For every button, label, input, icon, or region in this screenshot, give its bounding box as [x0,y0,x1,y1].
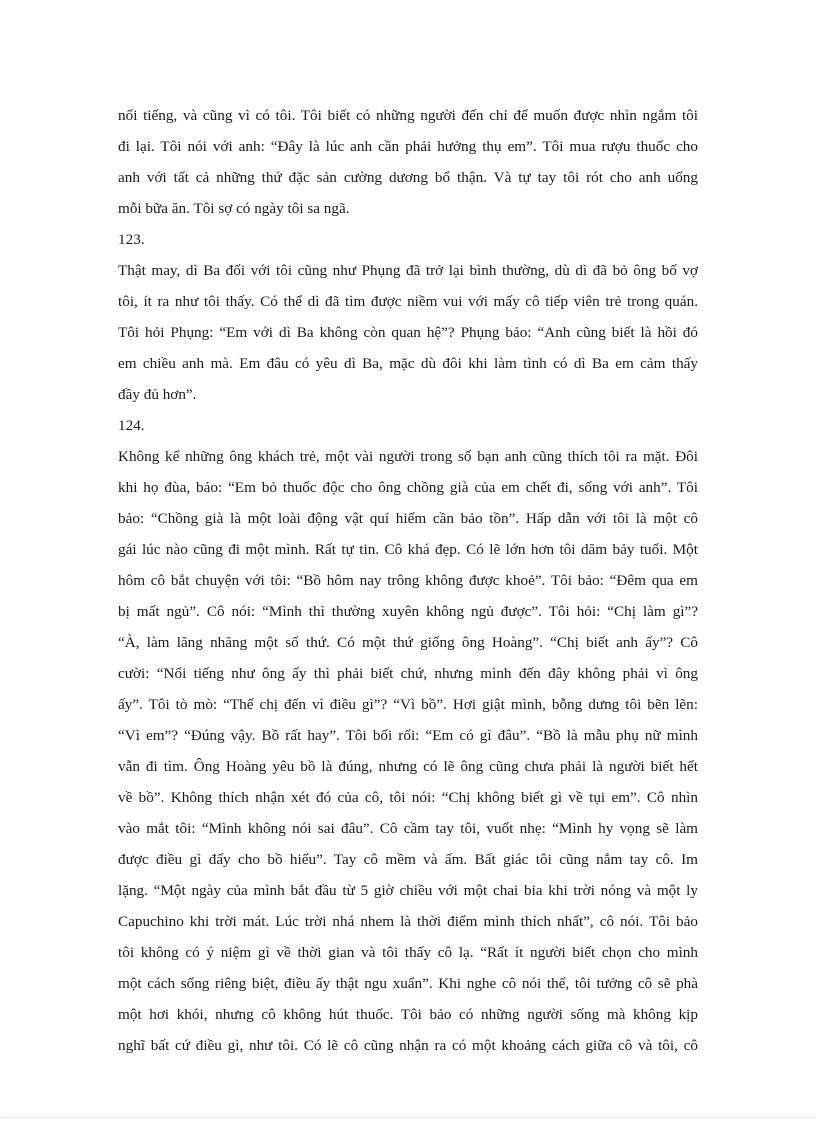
text-line: tôi, ít ra như tôi thấy. Có thể dì đã tìm được niềm vui với mấy cô tiếp viên trẻ trong quán. [118,293,698,310]
text-line: em chiều anh mà. Em đâu có yêu dì Ba, mặc dù đôi khi làm tình có dì Ba em cảm thấy [118,355,698,372]
text-line: hôm cô bắt chuyện với tôi: “Bồ hôm nay trông không được khoẻ”. Tôi bảo: “Đêm qua em [118,572,698,589]
text-line: lặng. “Một ngày của mình bắt đầu từ 5 giờ chiều với một chai bia khi trời nóng và một ly [118,882,698,899]
text-line: “À, làm lăng nhăng một số thứ. Có một thứ giống ông Hoàng”. “Chị biết anh ấy”? Cô [118,634,698,651]
text-line: nổi tiếng, và cũng vì có tôi. Tôi biết có những người đến chỉ để muốn được nhìn ngắm tôi [118,107,698,124]
text-line: vào mắt tôi: “Mình không nói sai đâu”. Cô cầm tay tôi, vuốt nhẹ: “Mình hy vọng sẽ làm [118,820,698,837]
text-line: gái lúc nào cũng đi một mình. Rất tự tin. Cô khá đẹp. Có lẽ lớn hơn tôi dăm bảy tuổi. Một [118,541,698,558]
text-line: mỗi bữa ăn. Tôi sợ có ngày tôi sa ngã. [118,200,350,217]
text-line: “Vì em”? “Đúng vậy. Bồ rất hay”. Tôi bối rối: “Em có gì đâu”. “Bồ là mẫu phụ nữ mình [118,727,698,744]
text-line: Không kể những ông khách trẻ, một vài người trong số bạn anh cũng thích tôi ra mặt. Đôi [118,448,698,465]
text-line: anh với tất cả những thứ đặc sản cường dương bổ thận. Và tự tay tôi rót cho anh uống [118,169,698,186]
section-number: 123. [118,231,145,248]
text-line: về bồ”. Không thích nhận xét đó của cô, tôi nói: “Chị không biết gì về tụi em”. Cô nhìn [118,789,698,806]
text-line: tôi không có ý niệm gì về thời gian và tôi thấy cô lạ. “Rất ít người biết chọn cho mình [118,944,698,961]
text-line: Capuchino khi trời mát. Lúc trời nhá nhem là thời điểm mình thích nhất”, cô nói. Tôi bảo [118,913,698,930]
text-line: khi họ đùa, bảo: “Em bỏ thuốc độc cho ông chồng già của em chết đi, sống với anh”. Tôi [118,479,698,496]
text-line: bảo: “Chồng già là một loài động vật quí hiếm cần bảo tồn”. Hấp dẫn với tôi là một cô [118,510,698,527]
section-number: 124. [118,417,145,434]
text-line: được điều gì đấy cho bồ hiểu”. Tay cô mềm và ấm. Bất giác tôi cũng nắm tay cô. Im [118,851,698,868]
body-text [118,100,698,1061]
text-line: đi lại. Tôi nói với anh: “Đây là lúc anh cần phải hưởng thụ em”. Tôi mua rượu thuốc cho [118,138,698,155]
text-line: đầy đủ hơn”. [118,386,197,403]
text-line: Thật may, dì Ba đối với tôi cũng như Phụng đã trở lại bình thường, dù dì đã bỏ ông bố vợ [118,262,698,279]
page-bottom-divider [0,1117,816,1118]
text-line: bị mất ngủ”. Cô nói: “Mình thì thường xuyên không ngủ được”. Tôi hỏi: “Chị làm gì”? [118,603,698,620]
text-line: một cách sống riêng biệt, điều ấy thật ngu xuẩn”. Khi nghe cô nói thế, tôi tưởng cô sẽ phà [118,975,698,992]
text-line: nghĩ bất cứ điều gì, như tôi. Có lẽ cô cũng nhận ra có một khoảng cách giữa cô và tôi, cô [118,1037,698,1054]
text-line: ấy”. Tôi tò mò: “Thế chị đến vì điều gì”? “Vì bồ”. Hơi giật mình, bỗng dưng tôi bẽn lẽn: [118,696,698,713]
text-line: vẫn đi tìm. Ông Hoàng yêu bồ là đúng, nhưng có lẽ ông cũng chưa phải là người biết hết [118,758,698,775]
text-line: một hơi khói, nhưng cô không hút thuốc. Tôi bảo có những người sống mà không kịp [118,1006,698,1023]
text-line: cười: “Nổi tiếng như ông ấy thì phải biết chứ, nhưng mình đến đây không phải vì ông [118,665,698,682]
text-line: Tôi hỏi Phụng: “Em với dì Ba không còn quan hệ”? Phụng bảo: “Anh cũng biết là hồi đó [118,324,698,341]
